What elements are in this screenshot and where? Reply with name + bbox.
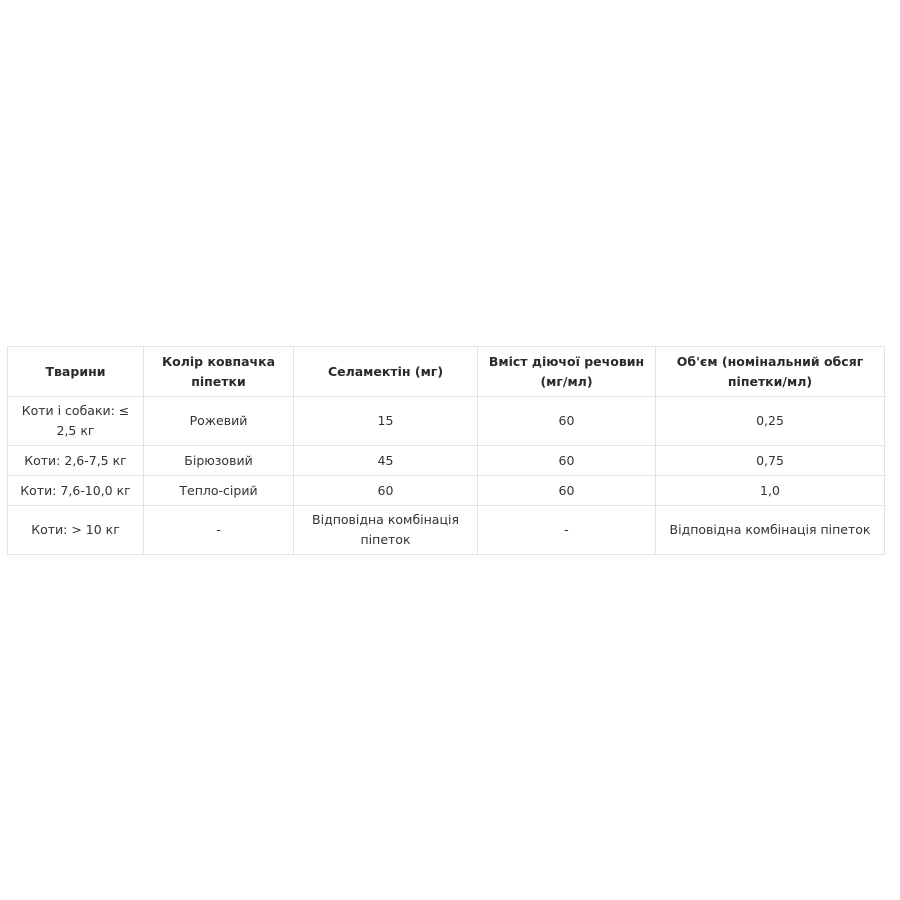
cell-animals: Коти і собаки: ≤ 2,5 кг xyxy=(8,397,144,446)
cell-volume: Відповідна комбінація піпеток xyxy=(656,506,885,555)
cell-concentration: 60 xyxy=(478,476,656,506)
cell-concentration: 60 xyxy=(478,397,656,446)
cell-animals: Коти: 7,6-10,0 кг xyxy=(8,476,144,506)
header-concentration: Вміст діючої речовин (мг/мл) xyxy=(478,347,656,397)
header-cap-color: Колір ковпачка піпетки xyxy=(144,347,294,397)
table-row xyxy=(8,446,885,476)
cell-concentration: 60 xyxy=(478,446,656,476)
header-selamectin: Селамектін (мг) xyxy=(294,347,478,397)
cell-volume: 0,75 xyxy=(656,446,885,476)
cell-cap-color: Бірюзовий xyxy=(144,446,294,476)
header-animals: Тварини xyxy=(8,347,144,397)
header-volume: Об'єм (номінальний обсяг піпетки/мл) xyxy=(656,347,885,397)
cell-selamectin: 60 xyxy=(294,476,478,506)
table-body xyxy=(8,397,885,555)
dosage-table-container xyxy=(7,346,884,555)
cell-cap-color: - xyxy=(144,506,294,555)
dosage-table xyxy=(7,346,885,555)
cell-concentration: - xyxy=(478,506,656,555)
cell-volume: 0,25 xyxy=(656,397,885,446)
table-row xyxy=(8,476,885,506)
table-header xyxy=(8,347,885,397)
cell-animals: Коти: 2,6-7,5 кг xyxy=(8,446,144,476)
table-row xyxy=(8,397,885,446)
cell-selamectin: 15 xyxy=(294,397,478,446)
header-row xyxy=(8,347,885,397)
table-row xyxy=(8,506,885,555)
cell-cap-color: Рожевий xyxy=(144,397,294,446)
cell-volume: 1,0 xyxy=(656,476,885,506)
cell-cap-color: Тепло-сірий xyxy=(144,476,294,506)
cell-selamectin: 45 xyxy=(294,446,478,476)
cell-selamectin: Відповідна комбінація піпеток xyxy=(294,506,478,555)
cell-animals: Коти: > 10 кг xyxy=(8,506,144,555)
